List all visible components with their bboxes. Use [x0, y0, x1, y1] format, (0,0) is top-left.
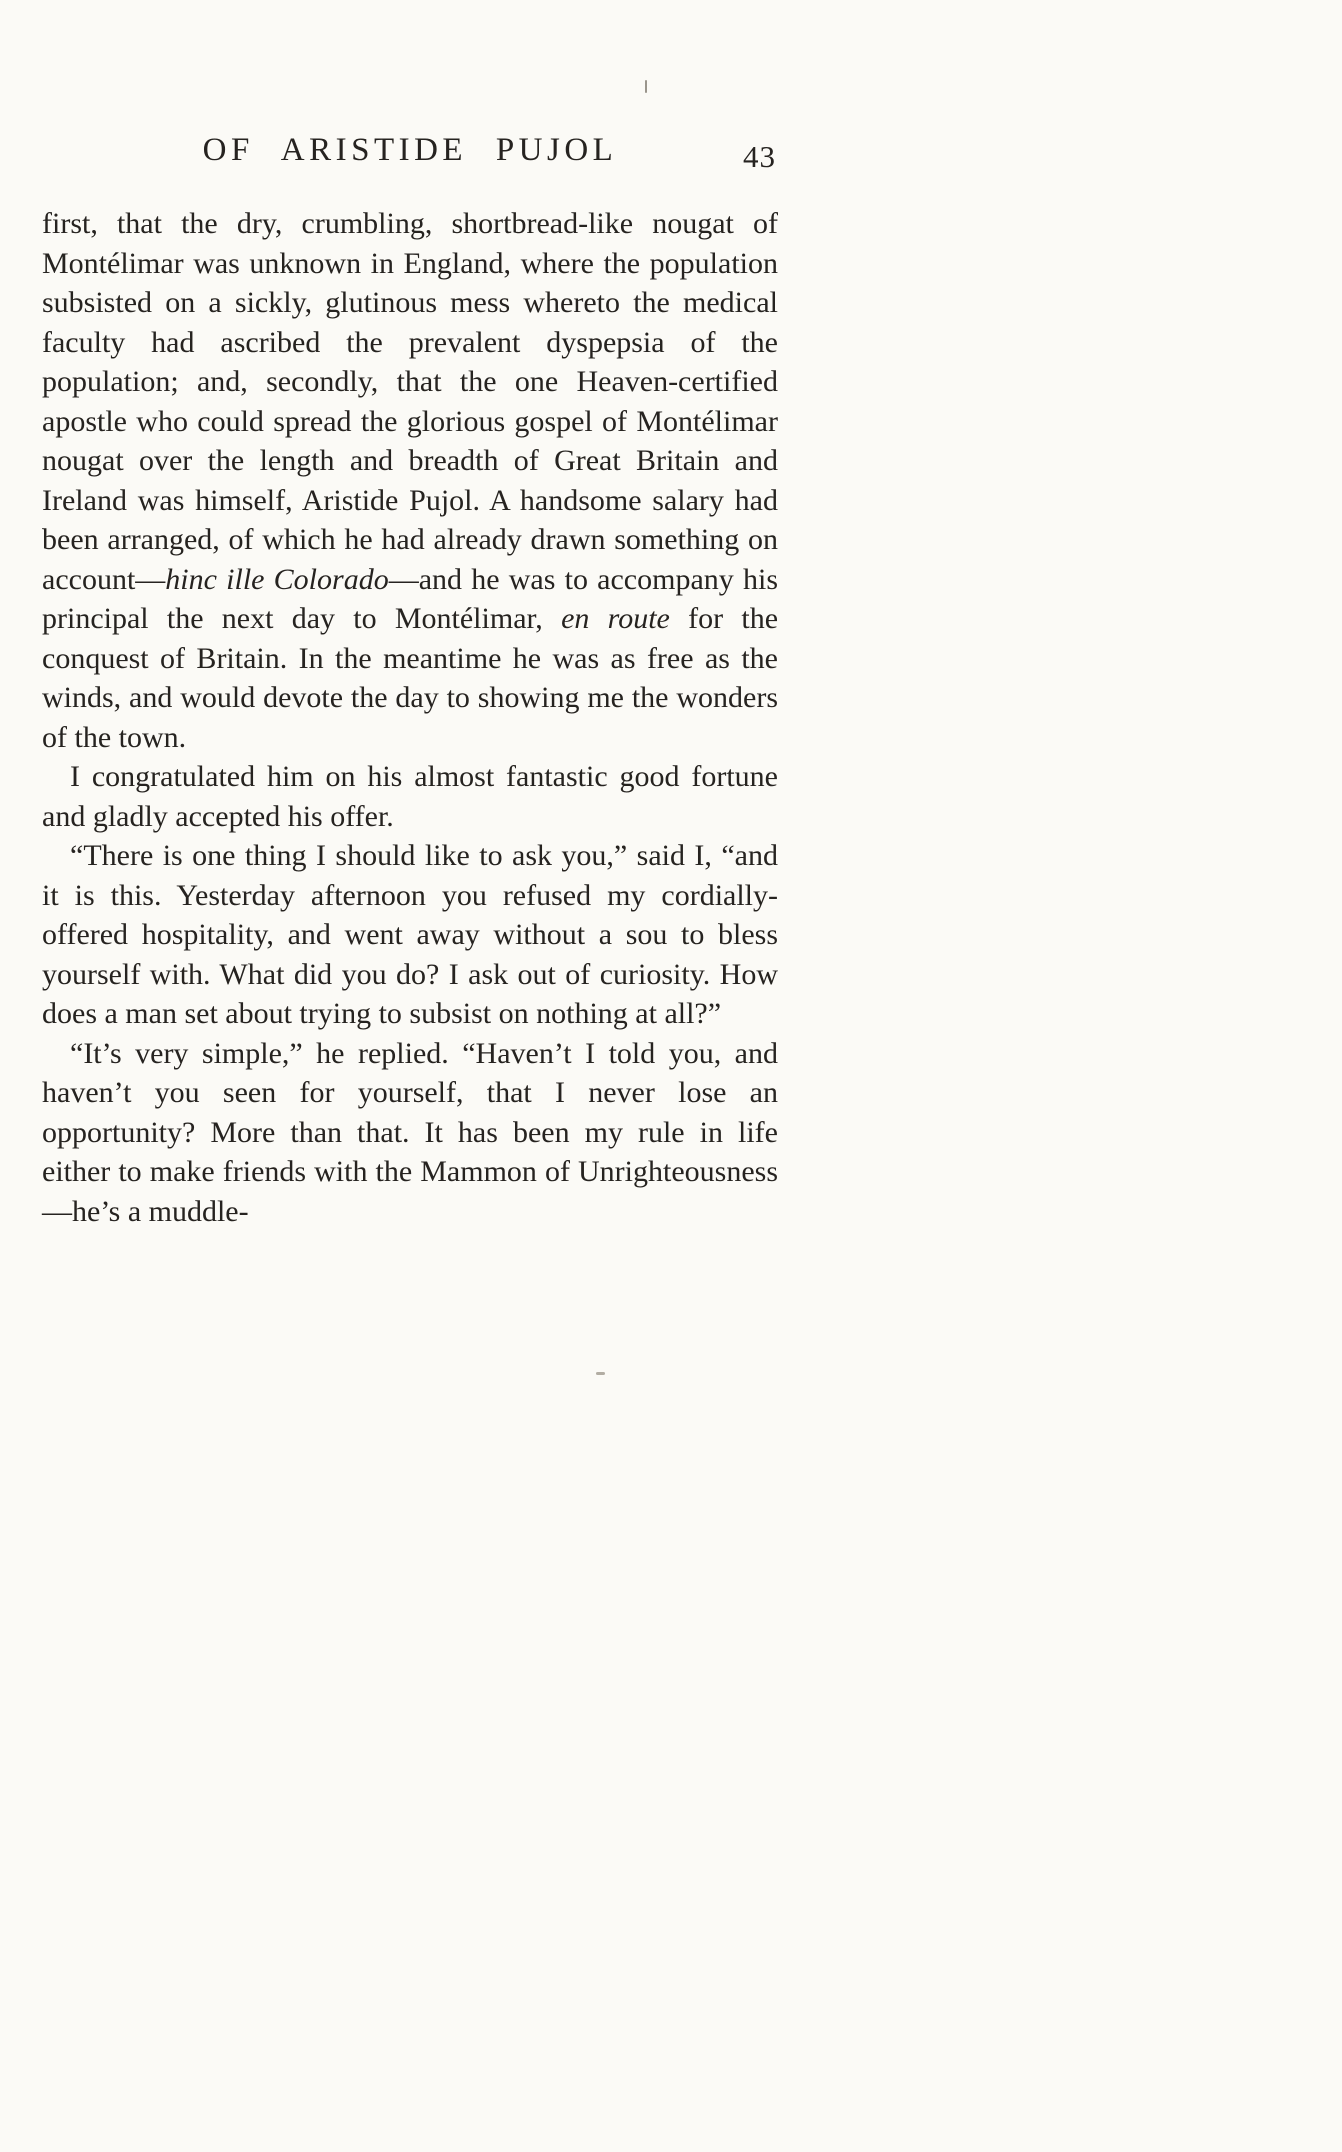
- paragraph: [42, 836, 778, 1034]
- paragraph: [42, 204, 778, 757]
- italic-text-segment: en route: [561, 602, 670, 635]
- page-header-title: OF ARISTIDE PUJOL: [202, 132, 618, 168]
- italic-text-segment: hinc ille Colorado: [165, 562, 389, 596]
- scan-artifact-bottom: [596, 1372, 605, 1375]
- page-text-block: [42, 132, 778, 1231]
- text-segment: for the conquest of Britain. In the meantime he was as free as the winds, and would devote the day to showing me the wonders of the town.: [42, 602, 779, 754]
- text-segment: —and he was to accompany his principal the next day to Montélimar,: [42, 562, 778, 635]
- scan-artifact-top: [645, 80, 647, 93]
- paragraph: [42, 1034, 778, 1232]
- text-segment: “There is one thing I should like to ask you,” said I, “and it is this. Yesterday afternoon you refused my cordially-offered hospitality, and went away without a sou to bless yourself with. What did you do? I ask out of curiosity. How does a man set about trying to subsist on nothing at all?”: [42, 839, 778, 1030]
- paragraph: [42, 757, 778, 836]
- text-segment: first, that the dry, crumbling, shortbread-like nougat of Montélimar was unknown in England, where the population subsisted on a sickly, glutinous mess whereto the medical faculty had ascribed the prevalent dyspepsia of the population; and, secondly, that the one Heaven-certified apostle who could spread the glorious gospel of Montélimar nougat over the length and breadth of Great Britain and Ireland was himself, Aristide Pujol. A handsome salary had been arranged, of which he had already drawn something on account—: [42, 207, 778, 596]
- text-segment: I congratulated him on his almost fantastic good fortune and gladly accepted his offer.: [42, 760, 778, 833]
- page-number: 43: [743, 139, 776, 174]
- running-header: [42, 132, 778, 180]
- text-segment: “It’s very simple,” he replied. “Haven’t I told you, and haven’t you seen for yourself, that I never lose an opportunity? More than that. It has been my rule in life either to make friends with the Mammon of Unrighteousness—he’s a muddle-: [42, 1036, 778, 1228]
- body-text: [42, 204, 778, 1231]
